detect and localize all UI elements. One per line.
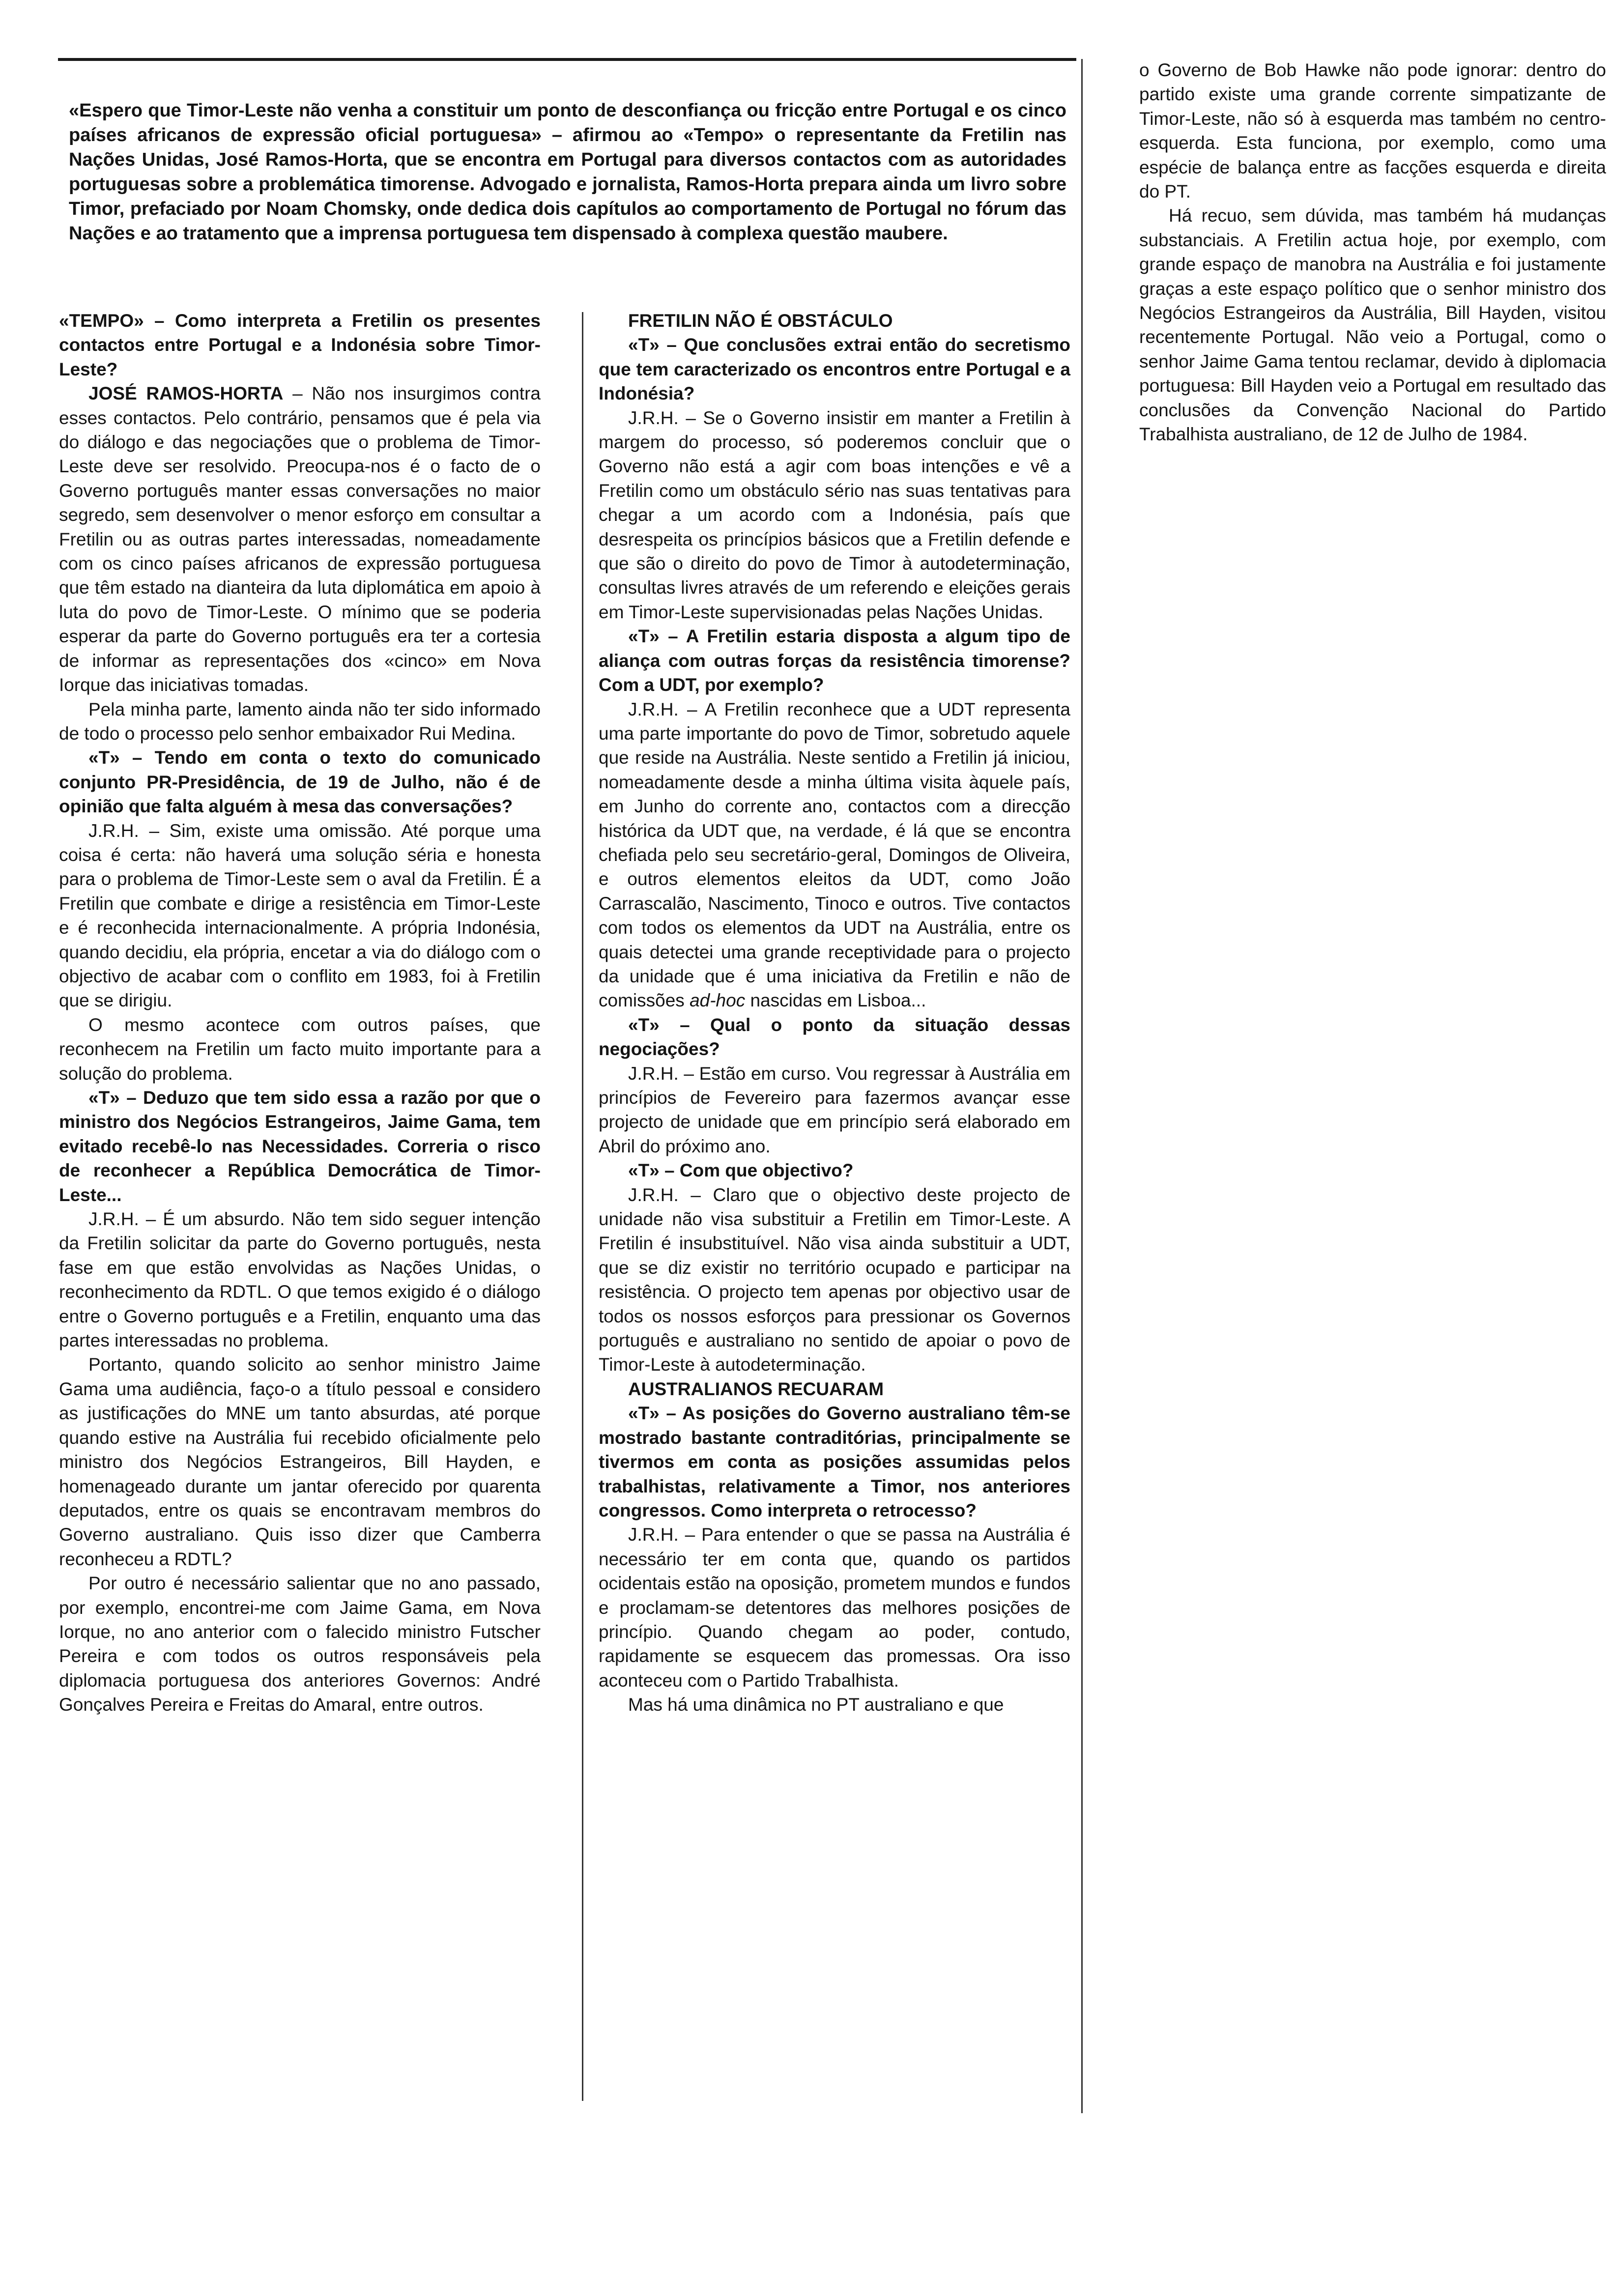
question-5: «T» – A Fretilin estaria disposta a algum tipo de aliança com outras forças da resistência timorense? Com a UDT, por exemplo? bbox=[599, 626, 1070, 695]
subheading-australianos: AUSTRALIANOS RECUARAM bbox=[628, 1378, 884, 1399]
question-8: «T» – As posições do Governo australiano têm-se mostrado bastante contraditórias, principalmente se tivermos em conta as posições assumidas pelos trabalhistas, relativamente a Timor, nos anteriores congressos. Como interpreta o retrocesso? bbox=[599, 1403, 1070, 1521]
answer-1-cont: Pela minha parte, lamento ainda não ter sido informado de todo o processo pelo senhor embaixador Rui Medina. bbox=[59, 699, 541, 744]
answer-3: J.R.H. – É um absurdo. Não tem sido seguer intenção da Fretilin solicitar da parte do Governo português, nesta fase em que estão envolvidas as Nações Unidas, o reconhecimento da RDTL. O que temos exigido é o diálogo entre o Governo português e a Fretilin, enquanto uma das partes interessadas no problema. bbox=[59, 1209, 541, 1351]
answer-5 bbox=[599, 697, 1070, 1013]
top-rule bbox=[58, 58, 1076, 61]
col3-paragraph-2: Há recuo, sem dúvida, mas também há mudanças substanciais. A Fretilin actua hoje, por exemplo, com grande espaço de manobra na Austrália e foi justamente graças a este espaço político que o senhor ministro dos Negócios Estrangeiros da Austrália, Bill Hayden, visitou recentemente Portugal. Não veio a Portugal, como o senhor Jaime Gama tentou reclamar, devido à diplomacia portuguesa: Bill Hayden veio a Portugal em resultado das conclusões da Convenção Nacional do Partido Trabalhista australiano, de 12 de Julho de 1984. bbox=[1139, 205, 1606, 445]
column-1 bbox=[59, 309, 541, 1717]
question-2: «T» – Tendo em conta o texto do comunicado conjunto PR-Presidência, de 19 de Julho, não é de opinião que falta alguém à mesa das conversações? bbox=[59, 747, 541, 817]
answer-1-text: – Não nos insurgimos contra esses contactos. Pelo contrário, pensamos que é pela via do diálogo e das negociações que o problema de Timor-Leste deve ser resolvido. Preocupa-nos é o facto de o Governo português manter essas conversações no maior segredo, sem desenvolver o menor esforço em consultar a Fretilin ou as outras partes interessadas, nomeadamente com os cinco países africanos de expressão portuguesa que têm estado na dianteira da luta diplomática em apoio à luta do povo de Timor-Leste. O mínimo que se poderia esperar da parte do Governo português era ter a cortesia de informar as representações dos «cinco» em Nova Iorque das iniciativas tomadas. bbox=[59, 383, 541, 695]
speaker-name: JOSÉ RAMOS-HORTA bbox=[88, 383, 284, 404]
answer-5-italic: ad-hoc bbox=[690, 990, 746, 1011]
answer-4: J.R.H. – Se o Governo insistir em manter a Fretilin à margem do processo, só poderemos concluir que o Governo não está a agir com boas intenções e vê a Fretilin como um obstáculo sério nas suas tentativas para chegar a um acordo com a Indonésia, país que desrespeita os princípios básicos que a Fretilin defende e que são o direito do povo de Timor à autodeterminação, consultas livres através de um referendo e eleições gerais em Timor-Leste supervisionadas pelas Nações Unidas. bbox=[599, 407, 1070, 622]
answer-8-cont: Mas há uma dinâmica no PT australiano e que bbox=[628, 1694, 1004, 1715]
answer-5-end: nascidas em Lisboa... bbox=[745, 990, 926, 1011]
lead-paragraph: «Espero que Timor-Leste não venha a constituir um ponto de desconfiança ou fricção entre Portugal e os cinco países africanos de expressão oficial portuguesa» – afirmou ao «Tempo» o representante da Fretilin nas Nações Unidas, José Ramos-Horta, que se encontra em Portugal para diversos contactos com as autoridades portuguesas sobre a problemática timorense. Advogado e jornalista, Ramos-Horta prepara ainda um livro sobre Timor, prefaciado por Noam Chomsky, onde dedica dois capítulos ao comportamento de Portugal no fórum das Nações e ao tratamento que a imprensa portuguesa tem dispensado à complexa questão maubere. bbox=[69, 100, 1066, 244]
answer-6: J.R.H. – Estão em curso. Vou regressar à Austrália em princípios de Fevereiro para fazermos avançar esse projecto de unidade que em princípio será elaborado em Abril do próximo ano. bbox=[599, 1063, 1070, 1156]
question-1: «TEMPO» – Como interpreta a Fretilin os presentes contactos entre Portugal e a Indonésia sobre Timor-Leste? bbox=[59, 311, 541, 379]
column-3 bbox=[1139, 58, 1606, 447]
answer-1 bbox=[59, 381, 541, 697]
answer-2-cont: O mesmo acontece com outros países, que reconhecem na Fretilin um facto muito importante para a solução do problema. bbox=[59, 1014, 541, 1084]
column-2 bbox=[599, 309, 1070, 1717]
question-3: «T» – Deduzo que tem sido essa a razão por que o ministro dos Negócios Estrangeiros, Jaime Gama, tem evitado recebê-lo nas Necessidades. Correria o risco de reconhecer a República Democrática de Timor-Leste... bbox=[59, 1088, 541, 1205]
answer-5-text: J.R.H. – A Fretilin reconhece que a UDT representa uma parte importante do povo de Timor, sobretudo aquele que reside na Austrália. Neste sentido a Fretilin já iniciou, nomeadamente desde a minha última visita àquele país, em Junho do corrente ano, contactos com a direcção histórica da UDT que, na verdade, é lá que se encontra chefiada pelo seu secretário-geral, Domingos de Oliveira, e outros elementos eleitos da UDT, como João Carrascalão, Nascimento, Tinoco e outros. Tive contactos com todos os elementos da UDT na Austrália, entre os quais detectei uma grande receptividade para o projecto da unidade que é uma iniciativa da Fretilin e não de comissões bbox=[599, 699, 1070, 1011]
question-7: «T» – Com que objectivo? bbox=[628, 1160, 854, 1181]
article-lead bbox=[69, 98, 1066, 246]
answer-2: J.R.H. – Sim, existe uma omissão. Até porque uma coisa é certa: não haverá uma solução séria e honesta para o problema de Timor-Leste sem o aval da Fretilin. É a Fretilin que combate e dirige a resistência em Timor-Leste e é reconhecida internacionalmente. A própria Indonésia, quando decidiu, ela própria, encetar a via do diálogo com o objectivo de acabar com o conflito em 1983, foi à Fretilin que se dirigiu. bbox=[59, 820, 541, 1011]
question-4: «T» – Que conclusões extrai então do secretismo que tem caracterizado os encontros entre Portugal e a Indonésia? bbox=[599, 335, 1070, 404]
answer-8: J.R.H. – Para entender o que se passa na Austrália é necessário ter em conta que, quando os partidos ocidentais estão na oposição, prometem mundos e fundos e proclamam-se detentores das melhores posições de princípio. Quando chegam ao poder, contudo, rapidamente se esquecem das promessas. Ora isso aconteceu com o Partido Trabalhista. bbox=[599, 1524, 1070, 1691]
answer-7: J.R.H. – Claro que o objectivo deste projecto de unidade não visa substituir a Fretilin em Timor-Leste. A Fretilin é insubstituível. Não visa ainda substituir a UDT, que se diz existir no território ocupado e participar na resistência. O projecto tem apenas por objectivo usar de todos os nossos esforços para pressionar os Governos português e australiano no sentido de apoiar o povo de Timor-Leste à autodeterminação. bbox=[599, 1184, 1070, 1375]
question-6: «T» – Qual o ponto da situação dessas negociações? bbox=[599, 1014, 1070, 1060]
column-rule-2 bbox=[1081, 59, 1083, 2113]
col3-paragraph-1: o Governo de Bob Hawke não pode ignorar: dentro do partido existe uma grande corrente simpatizante de Timor-Leste, não só à esquerda mas também no centro-esquerda. Esta funciona, por exemplo, como uma espécie de balança entre as facções esquerda e direita do PT. bbox=[1139, 60, 1606, 202]
answer-3-cont: Portanto, quando solicito ao senhor ministro Jaime Gama uma audiência, faço-o a título pessoal e considero as justificações do MNE um tanto absurdas, até porque quando estive na Austrália fui recebido oficialmente pelo ministro dos Negócios Estrangeiros, Bill Hayden, e homenageado durante um jantar oferecido por quarenta deputados, entre os quais se encontravam membros do Governo australiano. Quis isso dizer que Camberra reconheceu a RDTL? bbox=[59, 1354, 541, 1569]
subheading-fretilin: FRETILIN NÃO É OBSTÁCULO bbox=[628, 311, 893, 331]
column-rule-1 bbox=[582, 312, 583, 2101]
answer-3-cont-2: Por outro é necessário salientar que no ano passado, por exemplo, encontrei-me com Jaime Gama, em Nova Iorque, no ano anterior com o falecido ministro Futscher Pereira e com todos os outros responsáveis pela diplomacia portuguesa dos anteriores Governos: André Gonçalves Pereira e Freitas do Amaral, entre outros. bbox=[59, 1573, 541, 1715]
